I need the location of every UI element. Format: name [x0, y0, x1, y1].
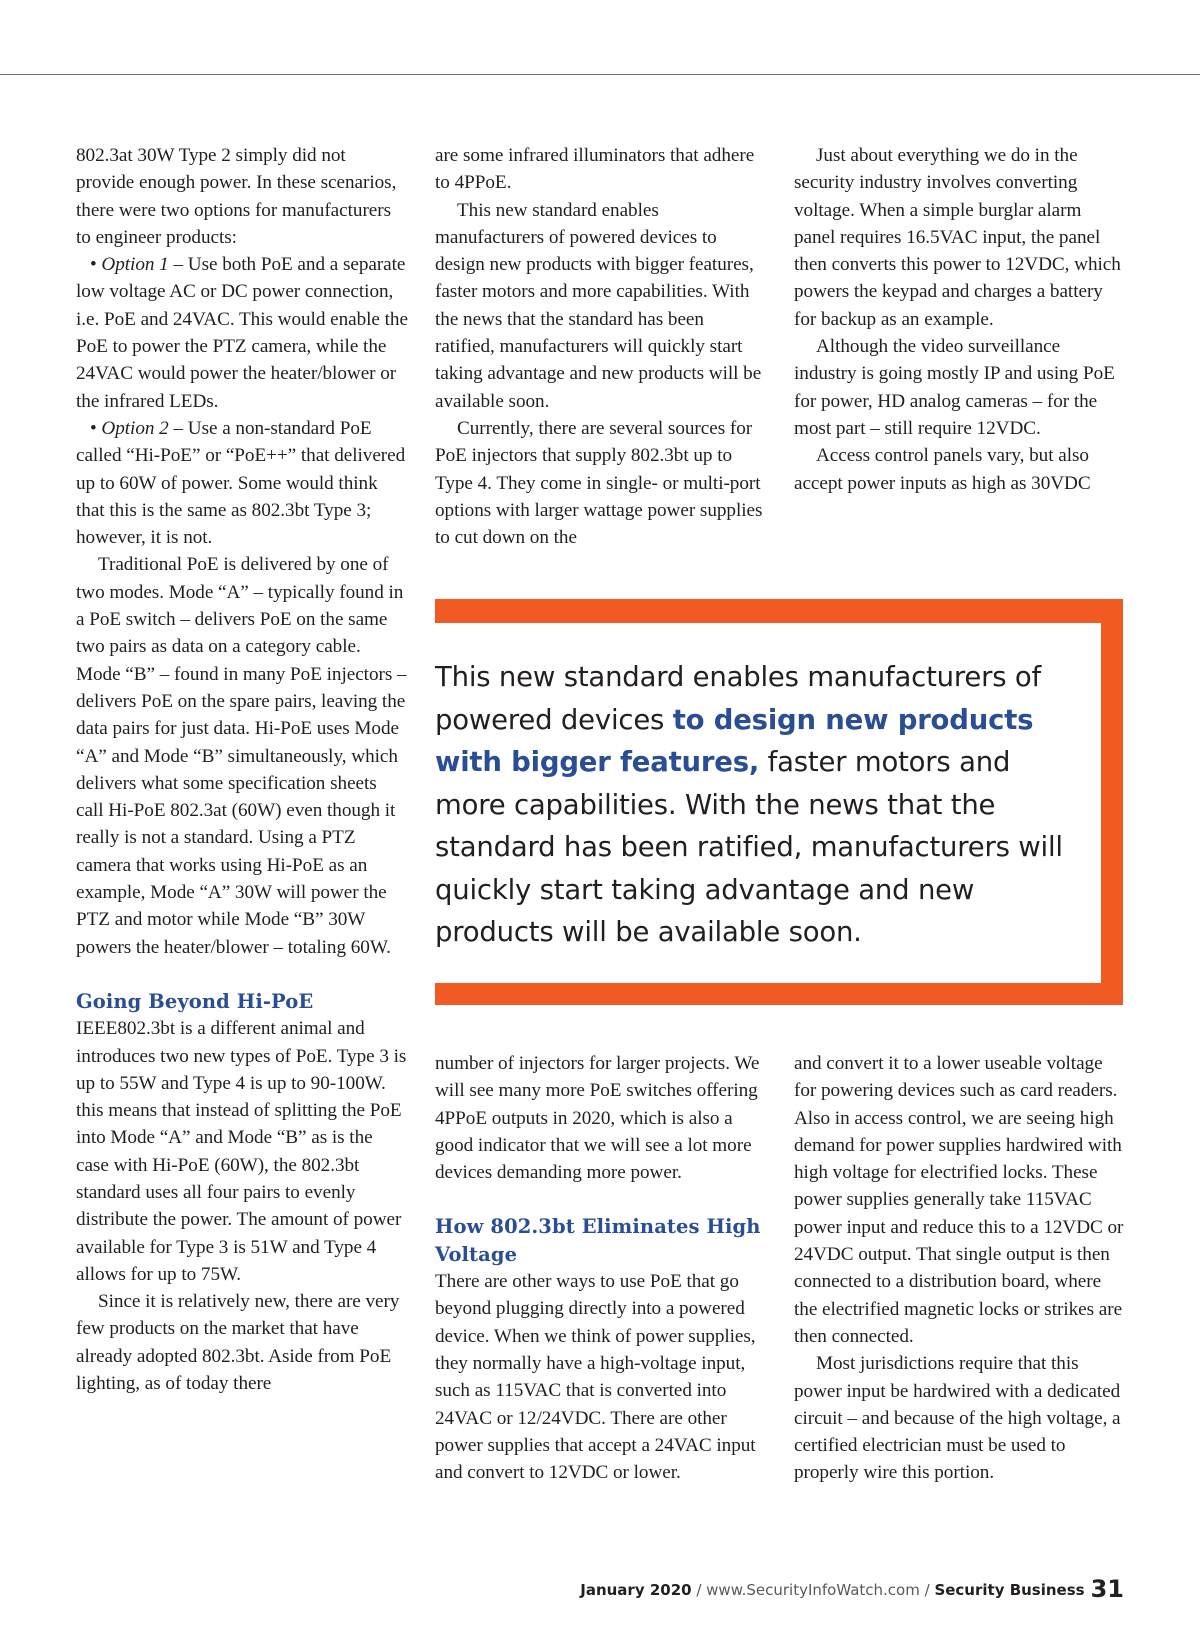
paragraph: number of injectors for larger projects. We will see many more PoE switches offering 4PPoE outputs in 2020, which is also a good indicator that we will see a lot more devices demanding more power.: [435, 1053, 760, 1184]
bullet-text: – Use a non-standard PoE called “Hi-PoE” or “PoE++” that delivered up to 60W of power. Some would think that this is the same as 802.3bt Type 3; however, it is not.: [76, 417, 406, 549]
bullet-option-1: [76, 251, 408, 415]
pullquote-highlight: to design new products with bigger features,: [435, 703, 1034, 778]
bullet-text: – Use both PoE and a separate low voltage AC or DC power connection, i.e. PoE and 24VAC. This would enable the PoE to power the PTZ camera, while the 24VAC would power the heater/blower or the infrared LEDs.: [76, 254, 408, 412]
paragraph: There are other ways to use PoE that go beyond plugging directly into a powered device. When we think of power supplies, they normally have a high-voltage input, such as 115VAC that is converted into 24VAC or 12/24VDC. There are other power supplies that accept a 24VAC input and convert to 12VDC or lower.: [435, 1271, 756, 1484]
bullet-option-2: [76, 415, 408, 551]
bullet-lead: Option 2: [101, 417, 169, 439]
bullet-lead: Option 1: [101, 254, 169, 276]
paragraph: 802.3at 30W Type 2 simply did not provide enough power. In these scenarios, there were two options for manufacturers to engineer products:: [76, 145, 397, 248]
paragraph: Just about everything we do in the security industry involves converting voltage. When a simple burglar alarm panel requires 16.5VAC input, the panel then converts this power to 12VDC, which powers the keypad and charges a battery for backup as an example.: [794, 145, 1121, 330]
header-rule: [0, 74, 1200, 75]
pullquote-text: This new standard enables manufacturers of powered devices: [435, 661, 1041, 736]
paragraph: Although the video surveillance industry is going mostly IP and using PoE for power, HD analog cameras – for the most part – still require 12VDC.: [794, 336, 1115, 439]
footer-magazine: Security Business: [934, 1581, 1085, 1599]
page-number: 31: [1090, 1575, 1124, 1603]
article-column-2-bottom: [435, 1050, 767, 1486]
paragraph: Access control panels vary, but also accept power inputs as high as 30VDC: [794, 445, 1091, 494]
page-footer: [580, 1575, 1124, 1603]
footer-separator: /: [691, 1581, 707, 1599]
footer-date: January 2020: [580, 1581, 692, 1599]
pullquote-text: faster motors and more capabilities. With the news that the standard has been ratified, manufacturers will quickly start taking advantage and new products will be available soon.: [435, 746, 1063, 948]
section-heading-going-beyond-hi-poe: Going Beyond Hi-PoE: [76, 989, 314, 1013]
footer-url: www.SecurityInfoWatch.com: [706, 1581, 920, 1599]
bullet-icon: •: [90, 254, 97, 276]
article-column-3-top: [794, 142, 1126, 497]
article-column-2-top: [435, 142, 767, 551]
paragraph: Currently, there are several sources for PoE injectors that supply 802.3bt up to Type 4. They come in single- or multi-port options with larger wattage power supplies to cut down on the: [435, 417, 763, 549]
article-column-3-bottom: [794, 1050, 1126, 1487]
pullquote-border-right: [1101, 599, 1123, 1005]
paragraph: Since it is relatively new, there are very few products on the market that have already adopted 802.3bt. Aside from PoE lighting, as of today there: [76, 1291, 400, 1395]
section-heading-how-802-3bt: How 802.3bt Eliminates High Voltage: [435, 1215, 761, 1266]
pullquote: [435, 656, 1075, 954]
bullet-icon: •: [90, 417, 97, 439]
paragraph: and convert it to a lower useable voltage for powering devices such as card readers. Also in access control, we are seeing high demand for power supplies hardwired with high voltage for electrified locks. These power supplies generally take 115VAC power input and reduce this to a 12VDC or 24VDC output. That single output is then connected to a distribution board, where the electrified magnetic locks or strikes are then connected.: [794, 1053, 1124, 1347]
pullquote-border-bottom: [435, 983, 1123, 1005]
paragraph: This new standard enables manufacturers of powered devices to design new products with bigger features, faster motors and more capabilities. With the news that the standard has been ratified, manufacturers will quickly start taking advantage and new products will be available soon.: [435, 199, 762, 412]
pullquote-border-top: [435, 599, 1123, 623]
paragraph: IEEE802.3bt is a different animal and introduces two new types of PoE. Type 3 is up to 55W and Type 4 is up to 90-100W. this means that instead of splitting the PoE into Mode “A” and Mode “B” as is the case with Hi-PoE (60W), the 802.3bt standard uses all four pairs to evenly distribute the power. The amount of power available for Type 3 is 51W and Type 4 allows for up to 75W.: [76, 1018, 407, 1285]
paragraph: are some infrared illuminators that adhere to 4PPoE.: [435, 145, 755, 194]
paragraph: Traditional PoE is delivered by one of two modes. Mode “A” – typically found in a PoE switch – delivers PoE on the same two pairs as data on a category cable. Mode “B” – found in many PoE injectors – delivers PoE on the spare pairs, leaving the data pairs for just data. Hi-PoE uses Mode “A” and Mode “B” simultaneously, which delivers what some specification sheets call Hi-PoE 802.3at (60W) even though it really is not a standard. Using a PTZ camera that works using Hi-PoE as an example, Mode “A” 30W will power the PTZ and motor while Mode “B” 30W powers the heater/blower – totaling 60W.: [76, 554, 407, 958]
article-column-1: [76, 142, 408, 1397]
footer-separator: /: [919, 1581, 935, 1599]
paragraph: Most jurisdictions require that this power input be hardwired with a dedicated circuit – and because of the high voltage, a certified electrician must be used to properly wire this portion.: [794, 1353, 1121, 1484]
